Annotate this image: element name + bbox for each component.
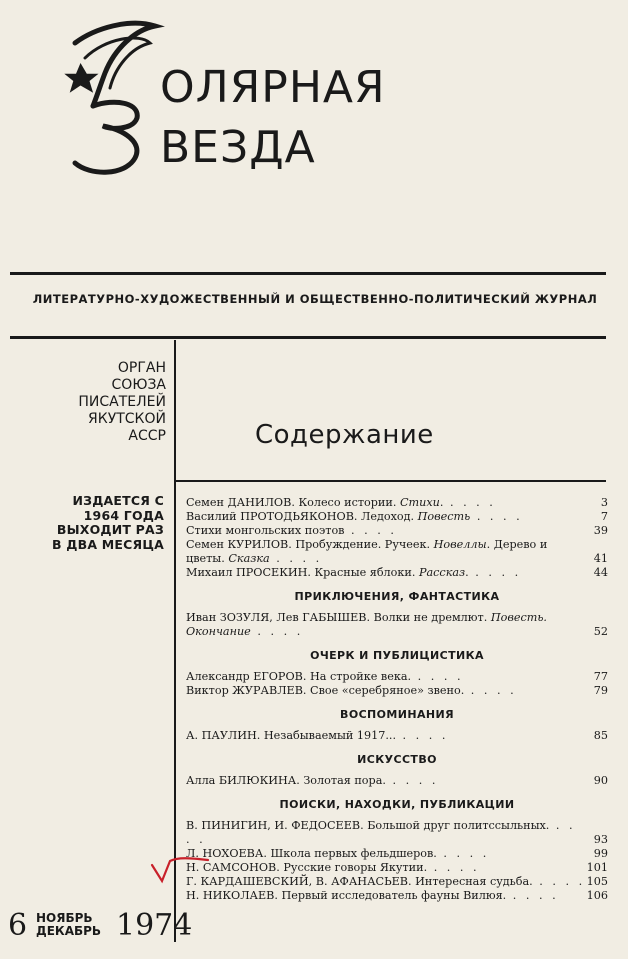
toc-leader-dots: . . . . [470, 510, 523, 523]
toc-section-heading: ОЧЕРК И ПУБЛИЦИСТИКА [310, 649, 484, 662]
toc-entry-text: В. ПИНИГИН, И. ФЕДОСЕЕВ. Большой друг политссыльных. [186, 819, 550, 832]
toc-entry [186, 566, 608, 580]
toc-page-number: 105 [586, 875, 608, 888]
toc-entry [186, 684, 608, 698]
toc-page-number: 77 [593, 670, 608, 683]
toc-leader-dots: . . . . [464, 684, 517, 697]
toc-entry-text: Н. НИКОЛАЕВ. Первый исследователь фауны Вилюя. [186, 889, 507, 902]
organ-line: СОЮЗА [111, 377, 166, 393]
toc-entry-text: Семен КУРИЛОВ. Пробуждение. Ручеек. [186, 538, 434, 551]
organ-line: АССР [128, 428, 166, 444]
toc-page-number: 90 [593, 774, 608, 787]
toc-leader-dots: . . . . [427, 861, 480, 874]
toc-entry-text: Стихи монгольских поэтов [186, 524, 345, 537]
toc-entry-title [186, 875, 608, 889]
toc-entry [186, 538, 608, 566]
toc-entry-genre: Рассказ [418, 566, 466, 579]
toc-entry [186, 611, 608, 639]
toc-entry-genre: Новеллы [433, 538, 487, 551]
issue-months [36, 912, 101, 938]
toc-entry-suffix: . Дерево и цветы. [186, 538, 548, 565]
masthead-title-line1: ОЛЯРНАЯ [160, 62, 386, 113]
toc-entry [186, 847, 608, 861]
toc-entry [186, 496, 608, 510]
toc-entry-text: Михаил ПРОСЕКИН. Красные яблоки. [186, 566, 419, 579]
toc-leader-dots: . . . . [443, 496, 496, 509]
publication-line: В ДВА МЕСЯЦА [51, 536, 164, 552]
toc-section-heading: ПОИСКИ, НАХОДКИ, ПУБЛИКАЦИИ [279, 798, 515, 811]
toc-page-number: 52 [593, 625, 608, 638]
toc-section-heading: ПРИКЛЮЧЕНИЯ, ФАНТАСТИКА [294, 590, 500, 603]
table-of-contents [186, 496, 608, 903]
toc-section-heading: ИСКУССТВО [357, 753, 437, 766]
publication-line: ВЫХОДИТ РАЗ [56, 522, 164, 537]
toc-entry-text: Александр ЕГОРОВ. На стройке века. [186, 670, 412, 683]
top-rule [10, 272, 606, 275]
toc-entry [186, 861, 608, 875]
masthead-subtitle: ЛИТЕРАТУРНО-ХУДОЖЕСТВЕННЫЙ И ОБЩЕСТВЕННО-ПОЛИТИЧЕСКИЙ ЖУРНАЛ [32, 292, 598, 306]
toc-entry-genre: Сказка [228, 552, 270, 565]
organ-line: ПИСАТЕЛЕЙ [78, 394, 166, 410]
toc-entry [186, 670, 608, 684]
column-divider [174, 340, 176, 942]
toc-page-number: 106 [586, 889, 608, 902]
toc-entry-title [186, 496, 608, 510]
toc-entry-title [186, 889, 608, 903]
toc-page-number: 85 [593, 729, 608, 742]
toc-leader-dots: . . . . [436, 847, 490, 860]
toc-entry-text: Г. КАРДАШЕВСКИЙ, В. АФАНАСЬЕВ. Интересная судьба. [186, 875, 533, 888]
issue-month: НОЯБРЬ [36, 911, 93, 925]
contents-heading: Содержание [255, 420, 434, 450]
toc-entry-title [186, 774, 608, 788]
toc-leader-dots: . . . . [186, 819, 576, 846]
toc-section-heading: ВОСПОМИНАНИЯ [340, 708, 454, 721]
issue-year: 1974 [116, 908, 193, 943]
organ-line: ЯКУТСКОЙ [88, 411, 166, 427]
toc-entry [186, 819, 608, 847]
issue-month: ДЕКАБРЬ [36, 924, 102, 938]
publication-line: ИЗДАЕТСЯ С [72, 493, 164, 508]
publication-info [12, 494, 164, 552]
toc-page-number: 39 [593, 524, 608, 537]
toc-entry [186, 524, 608, 538]
handwritten-check-mark [150, 855, 210, 885]
toc-entry-title [186, 729, 608, 743]
subtitle-rule [10, 336, 606, 339]
toc-entry [186, 875, 608, 889]
toc-leader-dots: . . . . [269, 552, 323, 565]
toc-page-number: 3 [600, 496, 608, 509]
toc-entry-title [186, 538, 608, 566]
toc-page-number: 44 [593, 566, 608, 579]
publication-line: 1964 ГОДА [83, 507, 164, 523]
toc-entry-suffix: . [465, 566, 469, 579]
toc-entry-title [186, 819, 608, 847]
toc-entry-title [186, 510, 608, 524]
toc-entry-title [186, 670, 608, 684]
toc-page-number: 93 [593, 833, 608, 846]
toc-entry-title [186, 684, 608, 698]
toc-entry-text: Иван ЗОЗУЛЯ, Лев ГАБЫШЕВ. Волки не дремлют. [186, 611, 491, 624]
toc-entry-text: Л. НОХОЕВА. Школа первых фельдшеров. [186, 847, 437, 860]
toc-leader-dots: . . . . [411, 670, 464, 683]
toc-entry-genre: Повесть [417, 510, 471, 523]
journal-logo [55, 18, 165, 183]
toc-leader-dots: . . . . [385, 774, 439, 787]
toc-entry-title [186, 861, 608, 875]
toc-entry [186, 510, 608, 524]
issue-number: 6 [8, 908, 28, 943]
toc-leader-dots: . . . . [532, 875, 586, 888]
toc-entry-title [186, 566, 608, 580]
toc-entry-title [186, 524, 608, 538]
toc-page-number: 41 [593, 552, 608, 565]
toc-entry [186, 889, 608, 903]
toc-leader-dots: . . . . [250, 625, 304, 638]
toc-entry [186, 774, 608, 788]
toc-entry-text: Алла БИЛЮКИНА. Золотая пора. [186, 774, 386, 787]
toc-entry-genre: Повесть. Окончание [186, 611, 547, 638]
masthead-title-line2: ВЕЗДА [160, 122, 316, 173]
toc-entry-genre: Стихи [399, 496, 440, 509]
toc-entry-text: Н. САМСОНОВ. Русские говоры Якутии. [186, 861, 428, 874]
contents-rule [174, 480, 606, 482]
toc-page-number: 101 [586, 861, 608, 874]
toc-entry-text: Виктор ЖУРАВЛЕВ. Свое «серебряное» звено. [186, 684, 465, 697]
toc-entry-text: А. ПАУЛИН. Незабываемый 1917... [186, 729, 396, 742]
toc-leader-dots: . . . . [396, 729, 449, 742]
toc-leader-dots: . . . . [468, 566, 522, 579]
toc-entry-text: Василий ПРОТОДЬЯКОНОВ. Ледоход. [186, 510, 418, 523]
toc-entry-text: Семен ДАНИЛОВ. Колесо истории. [186, 496, 400, 509]
toc-entry [186, 729, 608, 743]
toc-entry-suffix: . [439, 496, 444, 509]
organ-block [78, 360, 166, 445]
toc-leader-dots: . . . . [344, 524, 397, 537]
organ-line: ОРГАН [117, 360, 166, 376]
toc-page-number: 79 [593, 684, 608, 697]
toc-entry-title [186, 611, 608, 639]
toc-entry-title [186, 847, 608, 861]
toc-page-number: 7 [600, 510, 608, 523]
toc-leader-dots: . . . . [506, 889, 559, 902]
toc-page-number: 99 [593, 847, 608, 860]
